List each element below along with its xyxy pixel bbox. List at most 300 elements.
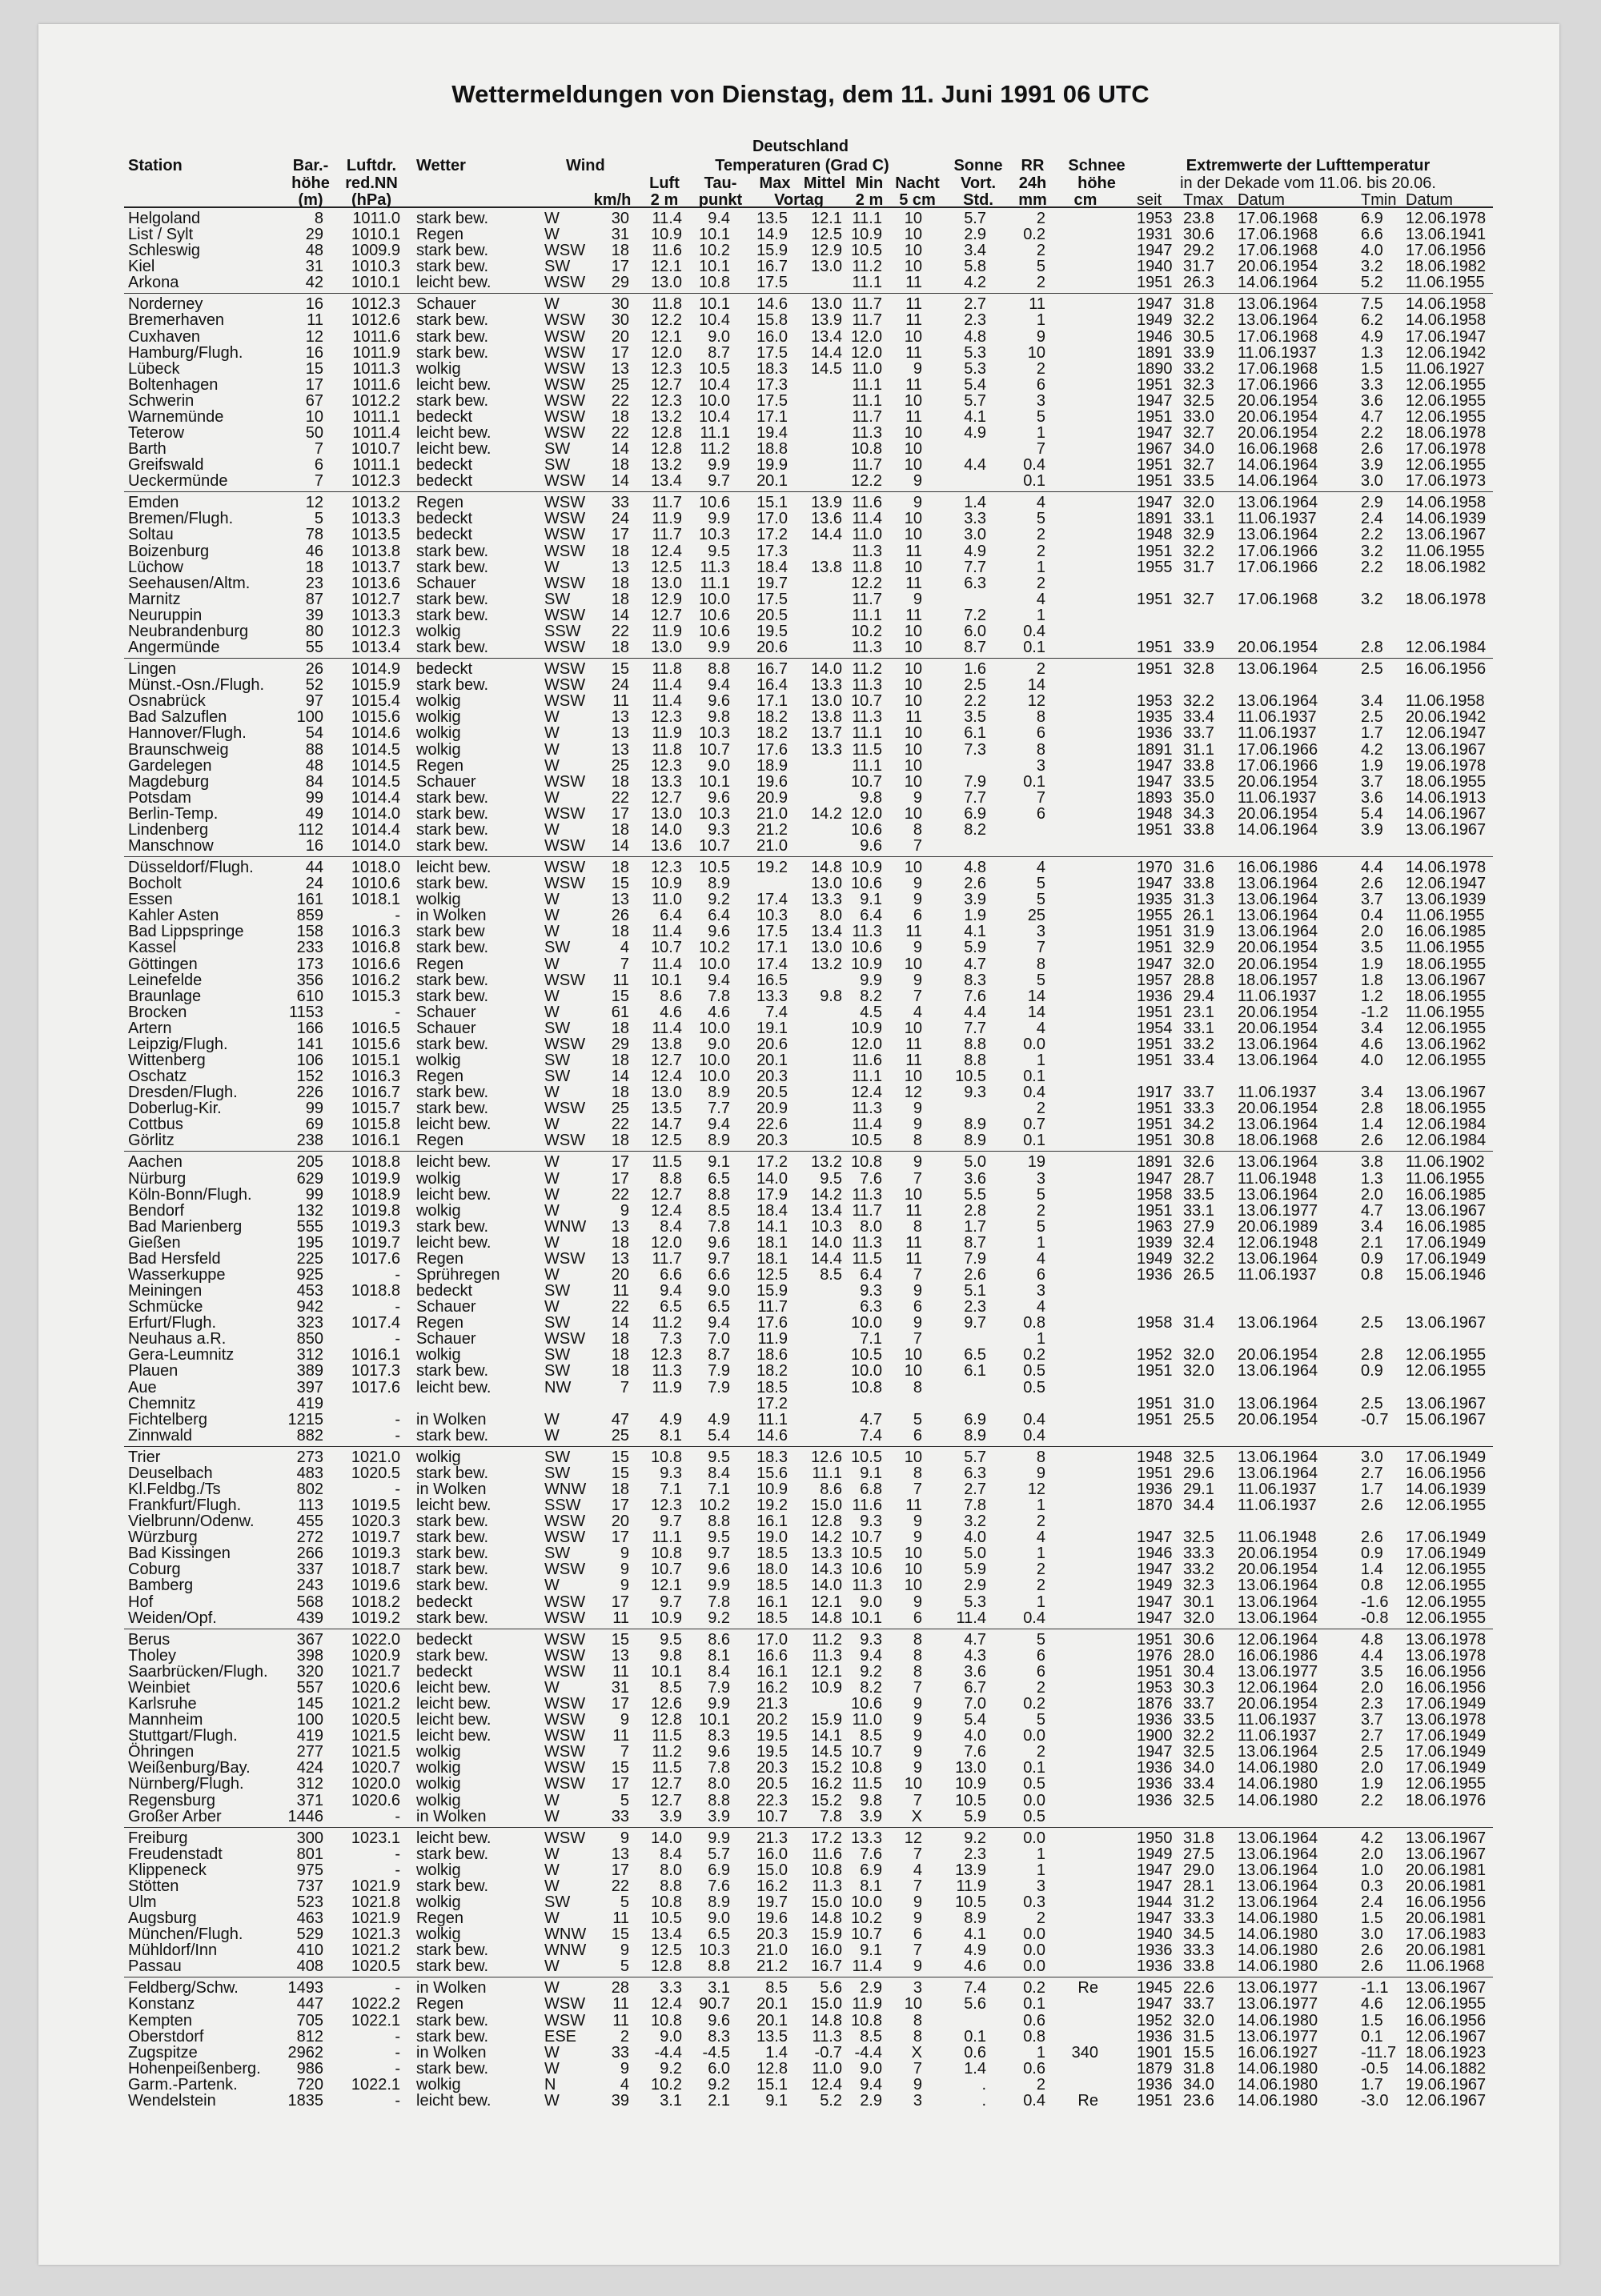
table-row <box>0 972 1601 988</box>
cell-tmax: 33.1 <box>1183 1203 1214 1219</box>
cell-nacht-temp: 6 <box>913 1428 922 1444</box>
cell-wetter: leicht bew. <box>416 1728 491 1744</box>
cell-tmax: 31.4 <box>1183 1315 1214 1331</box>
cell-tmax: 31.8 <box>1183 1830 1214 1846</box>
cell-tmax: 32.2 <box>1183 1251 1214 1267</box>
cell-wind-dir: W <box>544 1809 560 1825</box>
cell-tmin: 3.4 <box>1361 1219 1383 1235</box>
cell-station: Ulm <box>128 1894 157 1910</box>
table-row <box>0 543 1601 559</box>
table-row <box>0 1068 1601 1084</box>
cell-max-temp: 17.5 <box>756 345 788 361</box>
cell-luft-temp: 8.4 <box>660 1846 682 1862</box>
cell-sonne: 8.8 <box>964 1052 986 1068</box>
cell-sonne: 9.2 <box>964 1830 986 1846</box>
cell-sonne: 6.1 <box>964 725 986 741</box>
cell-luft-temp: 12.8 <box>651 441 682 457</box>
cell-seit: 1947 <box>1137 425 1173 441</box>
cell-min-temp: 11.3 <box>853 425 882 441</box>
cell-rr: 7 <box>1037 940 1045 956</box>
cell-wind-dir: WSW <box>544 2013 585 2029</box>
cell-sonne: 0.6 <box>964 2045 986 2061</box>
cell-rr: 2 <box>1037 274 1045 291</box>
cell-seit: 1951 <box>1137 1100 1173 1116</box>
cell-bar-hoehe: 67 <box>306 393 323 409</box>
cell-wind-speed: 18 <box>612 1084 629 1100</box>
cell-tmin: 2.5 <box>1361 1396 1383 1412</box>
cell-taupunkt: 8.1 <box>708 1648 730 1664</box>
cell-wind-dir: WSW <box>544 274 585 291</box>
cell-luftdruck: 1015.8 <box>351 1116 400 1132</box>
cell-luft-temp: 14.0 <box>651 1830 682 1846</box>
cell-nacht-temp: X <box>912 2045 922 2061</box>
cell-tmin-datum: 13.06.1967 <box>1406 1830 1486 1846</box>
cell-sonne: 1.4 <box>964 495 986 511</box>
cell-tmax: 29.4 <box>1183 988 1214 1004</box>
cell-nacht-temp: 11 <box>905 575 922 591</box>
cell-bar-hoehe: 46 <box>306 543 323 559</box>
cell-tmin-datum: 17.06.1947 <box>1406 329 1486 345</box>
cell-station: Aue <box>128 1380 157 1396</box>
cell-wetter: wolkig <box>416 1760 461 1776</box>
cell-tmax-datum: 14.06.1980 <box>1238 1776 1318 1792</box>
cell-station: Schleswig <box>128 242 200 258</box>
cell-tmin: 3.0 <box>1361 1449 1383 1465</box>
cell-wind-dir: WSW <box>544 527 585 543</box>
cell-station: Augsburg <box>128 1910 197 1926</box>
table-row <box>0 742 1601 758</box>
cell-sonne: 1.6 <box>964 661 986 677</box>
cell-min-temp: 10.9 <box>851 956 882 972</box>
cell-nacht-temp: 7 <box>913 1846 922 1862</box>
cell-seit: 1936 <box>1137 1776 1173 1792</box>
cell-nacht-temp: 9 <box>913 790 922 806</box>
cell-rr: 1 <box>1037 1846 1045 1862</box>
cell-mittel-temp: 15.9 <box>811 1712 842 1728</box>
cell-rr: 0.1 <box>1023 473 1045 489</box>
cell-nacht-temp: 9 <box>913 1744 922 1760</box>
cell-luft-temp: 12.1 <box>651 1577 682 1593</box>
cell-min-temp: 11.3 <box>853 639 882 655</box>
cell-luftdruck: 1017.3 <box>351 1363 400 1379</box>
cell-seit: 1947 <box>1137 1610 1173 1626</box>
cell-bar-hoehe: 419 <box>297 1396 323 1412</box>
cell-sonne: 5.1 <box>964 1283 986 1299</box>
cell-nacht-temp: 10 <box>905 1561 922 1577</box>
cell-wind-speed: 11 <box>612 1728 629 1744</box>
cell-luft-temp: 11.4 <box>652 693 682 709</box>
table-row <box>0 296 1601 312</box>
cell-mittel-temp: 11.1 <box>813 1465 842 1481</box>
cell-tmin: 3.2 <box>1361 591 1383 607</box>
cell-nacht-temp: 7 <box>913 1878 922 1894</box>
cell-taupunkt: 8.0 <box>708 1776 730 1792</box>
cell-bar-hoehe: 463 <box>297 1910 323 1926</box>
cell-wind-dir: WSW <box>544 1664 585 1680</box>
group-divider <box>124 491 1493 492</box>
cell-luftdruck: 1014.5 <box>351 774 400 790</box>
cell-wetter: stark bew. <box>416 312 488 328</box>
cell-bar-hoehe: 801 <box>297 1846 323 1862</box>
header-luft1: Luftdr. <box>347 157 396 174</box>
cell-nacht-temp: 10 <box>905 693 922 709</box>
cell-taupunkt: 9.6 <box>708 1744 730 1760</box>
cell-station: Klippeneck <box>128 1862 207 1878</box>
cell-rr: 2 <box>1037 1203 1045 1219</box>
cell-taupunkt: 5.7 <box>708 1846 730 1862</box>
cell-tmin-datum: 17.06.1973 <box>1406 473 1486 489</box>
cell-sonne: 5.0 <box>964 1545 986 1561</box>
cell-wetter: leicht bew. <box>416 1116 491 1132</box>
cell-sonne: 10.5 <box>955 1894 986 1910</box>
cell-tmin-datum: 19.06.1978 <box>1406 758 1486 774</box>
cell-rr: 0.7 <box>1023 1116 1045 1132</box>
cell-tmin: 4.7 <box>1361 1203 1383 1219</box>
cell-taupunkt: 8.9 <box>708 1084 730 1100</box>
cell-wind-speed: 30 <box>612 296 629 312</box>
cell-rr: 0.1 <box>1023 1068 1045 1084</box>
cell-tmax-datum: 17.06.1966 <box>1238 559 1318 575</box>
cell-tmax: 28.0 <box>1183 1648 1214 1664</box>
table-row <box>0 312 1601 328</box>
cell-mittel-temp: 13.0 <box>811 296 842 312</box>
cell-seit: 1948 <box>1137 806 1173 822</box>
cell-wind-dir: WSW <box>544 1696 585 1712</box>
cell-seit: 1951 <box>1137 822 1173 838</box>
cell-rr: 2 <box>1037 242 1045 258</box>
cell-tmax-datum: 12.06.1964 <box>1238 1680 1318 1696</box>
cell-luftdruck: 1013.4 <box>351 639 400 655</box>
cell-station: Potsdam <box>128 790 191 806</box>
cell-station: Hof <box>128 1594 153 1610</box>
header-kmh: km/h <box>594 191 632 209</box>
cell-tmax-datum: 11.06.1948 <box>1238 1171 1317 1187</box>
cell-max-temp: 17.1 <box>756 940 788 956</box>
cell-tmax: 29.0 <box>1183 1862 1214 1878</box>
cell-sonne: 7.6 <box>964 988 986 1004</box>
cell-seit: 1955 <box>1137 908 1173 924</box>
cell-max-temp: 11.1 <box>758 1412 788 1428</box>
cell-taupunkt: 9.9 <box>708 511 730 527</box>
cell-station: Konstanz <box>128 1996 195 2012</box>
cell-luft-temp: 9.8 <box>660 1648 682 1664</box>
cell-luftdruck: 1015.6 <box>351 1036 400 1052</box>
cell-nacht-temp: 9 <box>913 940 922 956</box>
cell-wetter: stark bew. <box>416 988 488 1004</box>
cell-luft-temp: 11.4 <box>652 677 682 693</box>
cell-wetter: wolkig <box>416 361 461 377</box>
cell-tmin-datum: 19.06.1967 <box>1406 2077 1486 2093</box>
cell-wind-speed: 33 <box>612 2045 629 2061</box>
cell-tmax-datum: 13.06.1964 <box>1238 312 1318 328</box>
cell-wind-speed: 18 <box>612 1331 629 1347</box>
cell-tmax-datum: 20.06.1954 <box>1238 956 1318 972</box>
cell-seit: 1936 <box>1137 1942 1173 1958</box>
cell-station: Würzburg <box>128 1529 198 1545</box>
cell-tmax-datum: 17.06.1966 <box>1238 543 1318 559</box>
table-row <box>0 2029 1601 2045</box>
cell-seit: 1951 <box>1137 274 1173 291</box>
cell-sonne: 13.0 <box>955 1760 986 1776</box>
cell-max-temp: 17.5 <box>756 924 788 940</box>
cell-mittel-temp: 14.8 <box>811 1910 842 1926</box>
cell-station: Münst.-Osn./Flugh. <box>128 677 264 693</box>
cell-tmin: 3.4 <box>1361 1084 1383 1100</box>
cell-tmax: 33.1 <box>1183 511 1214 527</box>
cell-bar-hoehe: 69 <box>306 1116 323 1132</box>
cell-seit: 1948 <box>1137 527 1173 543</box>
cell-wetter: stark bew. <box>416 1878 488 1894</box>
cell-wind-speed: 13 <box>612 892 629 908</box>
cell-tmin: 4.6 <box>1361 1996 1383 2012</box>
cell-taupunkt: 10.2 <box>699 242 730 258</box>
cell-sonne: 5.9 <box>964 1561 986 1577</box>
cell-wind-speed: 9 <box>620 1942 629 1958</box>
cell-mittel-temp: 15.2 <box>811 1793 842 1809</box>
cell-sonne: 5.4 <box>964 377 986 393</box>
cell-tmax: 32.7 <box>1183 457 1214 473</box>
cell-tmin: 1.5 <box>1361 2013 1383 2029</box>
group-divider <box>124 1151 1493 1152</box>
cell-mittel-temp: 12.9 <box>811 242 842 258</box>
cell-tmax: 25.5 <box>1183 1412 1214 1428</box>
cell-max-temp: 15.1 <box>756 2077 788 2093</box>
table-row <box>0 441 1601 457</box>
cell-bar-hoehe: 1493 <box>288 1980 324 1996</box>
cell-wind-dir: W <box>544 1235 560 1251</box>
cell-tmin-datum: 18.06.1982 <box>1406 258 1486 274</box>
cell-max-temp: 10.9 <box>756 1481 788 1497</box>
cell-max-temp: 20.9 <box>756 790 788 806</box>
cell-luftdruck: 1015.9 <box>351 677 400 693</box>
cell-nacht-temp: 10 <box>905 527 922 543</box>
cell-bar-hoehe: 272 <box>297 1529 323 1545</box>
cell-tmin-datum: 13.06.1978 <box>1406 1632 1486 1648</box>
cell-tmax: 32.4 <box>1183 1235 1214 1251</box>
cell-wind-dir: WSW <box>544 1728 585 1744</box>
cell-station: Kempten <box>128 2013 192 2029</box>
cell-taupunkt: 11.2 <box>700 441 730 457</box>
cell-max-temp: 17.1 <box>756 693 788 709</box>
cell-nacht-temp: 10 <box>905 457 922 473</box>
cell-wetter: bedeckt <box>416 473 472 489</box>
cell-wind-dir: WSW <box>544 1830 585 1846</box>
cell-nacht-temp: 9 <box>913 361 922 377</box>
cell-mittel-temp: 14.0 <box>811 1235 842 1251</box>
cell-rr: 25 <box>1028 908 1045 924</box>
cell-max-temp: 18.0 <box>756 1561 788 1577</box>
cell-wind-dir: SSW <box>544 623 581 639</box>
cell-taupunkt: 4.6 <box>708 1004 730 1020</box>
cell-rr: 2 <box>1037 661 1045 677</box>
cell-station: Soltau <box>128 527 174 543</box>
cell-station: Nürburg <box>128 1171 186 1187</box>
cell-tmin: 3.6 <box>1361 790 1383 806</box>
cell-rr: 2 <box>1037 210 1045 226</box>
cell-taupunkt: 8.7 <box>708 345 730 361</box>
cell-tmin: 3.7 <box>1361 774 1383 790</box>
cell-bar-hoehe: 78 <box>306 527 323 543</box>
cell-luft-temp: 13.0 <box>651 575 682 591</box>
cell-tmax: 34.0 <box>1183 441 1214 457</box>
cell-sonne: 8.3 <box>964 972 986 988</box>
cell-tmax-datum: 16.06.1986 <box>1238 1648 1318 1664</box>
cell-luftdruck: 1019.2 <box>351 1610 400 1626</box>
cell-tmax-datum: 17.06.1968 <box>1238 361 1318 377</box>
cell-min-temp: 10.5 <box>851 242 882 258</box>
cell-taupunkt: 8.8 <box>708 661 730 677</box>
cell-max-temp: 10.3 <box>756 908 788 924</box>
cell-nacht-temp: 10 <box>905 623 922 639</box>
cell-tmax-datum: 13.06.1964 <box>1238 1610 1318 1626</box>
cell-luftdruck: 1015.7 <box>351 1100 400 1116</box>
cell-luftdruck: 1018.7 <box>351 1561 400 1577</box>
cell-tmax-datum: 11.06.1937 <box>1238 511 1317 527</box>
cell-seit: 1949 <box>1137 1846 1173 1862</box>
cell-taupunkt: 10.8 <box>699 274 730 291</box>
cell-nacht-temp: 10 <box>905 1545 922 1561</box>
cell-seit: 1939 <box>1137 1235 1173 1251</box>
cell-sonne: 3.6 <box>964 1171 986 1187</box>
cell-wetter: in Wolken <box>416 1481 486 1497</box>
cell-wind-dir: SW <box>544 1545 570 1561</box>
table-row <box>0 1910 1601 1926</box>
cell-max-temp: 17.2 <box>756 1154 788 1170</box>
cell-tmin: 2.0 <box>1361 1187 1383 1203</box>
cell-sonne: 5.4 <box>964 1712 986 1728</box>
cell-luftdruck: - <box>395 1331 400 1347</box>
cell-bar-hoehe: 453 <box>297 1283 323 1299</box>
cell-station: Braunschweig <box>128 742 229 758</box>
cell-bar-hoehe: 720 <box>297 2077 323 2093</box>
cell-wind-dir: WSW <box>544 495 585 511</box>
cell-wetter: stark bew. <box>416 1513 488 1529</box>
cell-tmax-datum: 13.06.1977 <box>1238 2029 1318 2045</box>
cell-max-temp: 17.4 <box>756 892 788 908</box>
cell-sonne: 13.9 <box>955 1862 986 1878</box>
cell-wetter: stark bew. <box>416 639 488 655</box>
table-row <box>0 709 1601 725</box>
cell-max-temp: 13.5 <box>756 2029 788 2045</box>
cell-tmax-datum: 13.06.1964 <box>1238 1052 1318 1068</box>
cell-wind-dir: WSW <box>544 607 585 623</box>
cell-wetter: stark bew. <box>416 242 488 258</box>
cell-mittel-temp: 9.8 <box>820 988 842 1004</box>
cell-tmax: 32.0 <box>1183 1363 1214 1379</box>
cell-min-temp: 11.3 <box>853 1235 882 1251</box>
cell-wetter: wolkig <box>416 1052 461 1068</box>
cell-max-temp: 16.0 <box>756 1846 788 1862</box>
cell-tmin: 1.2 <box>1361 988 1383 1004</box>
cell-wind-speed: 17 <box>612 1171 629 1187</box>
table-row <box>0 2093 1601 2109</box>
cell-luft-temp: 10.8 <box>651 1545 682 1561</box>
cell-max-temp: 19.2 <box>756 1497 788 1513</box>
cell-tmin-datum: 18.06.1976 <box>1406 1793 1486 1809</box>
cell-tmin-datum: 12.06.1955 <box>1406 409 1486 425</box>
cell-nacht-temp: 10 <box>905 242 922 258</box>
header-luft2: red.NN <box>345 174 398 192</box>
cell-wind-dir: WSW <box>544 1648 585 1664</box>
cell-tmax: 31.3 <box>1183 892 1214 908</box>
cell-luftdruck: 1014.4 <box>351 790 400 806</box>
cell-luftdruck: 1021.9 <box>351 1910 400 1926</box>
cell-station: Helgoland <box>128 210 200 226</box>
cell-tmax-datum: 20.06.1954 <box>1238 1561 1318 1577</box>
cell-tmin-datum: 13.06.1967 <box>1406 1980 1486 1996</box>
cell-bar-hoehe: 925 <box>297 1267 323 1283</box>
header-temp-group: Temperaturen (Grad C) <box>715 157 889 174</box>
cell-wind-dir: WSW <box>544 1100 585 1116</box>
header-luft-a: Luft <box>649 174 680 192</box>
cell-tmin: 2.7 <box>1361 1465 1383 1481</box>
cell-seit: 1947 <box>1137 1878 1173 1894</box>
table-row <box>0 1219 1601 1235</box>
cell-wetter: in Wolken <box>416 908 486 924</box>
cell-sonne: 4.6 <box>964 1958 986 1974</box>
cell-wind-speed: 9 <box>620 1577 629 1593</box>
table-row <box>0 1594 1601 1610</box>
cell-tmin-datum: 18.06.1982 <box>1406 559 1486 575</box>
cell-tmin-datum: 11.06.1955 <box>1406 543 1485 559</box>
cell-seit: 1936 <box>1137 1793 1173 1809</box>
cell-wind-dir: SW <box>544 457 570 473</box>
cell-min-temp: 8.5 <box>860 1728 882 1744</box>
cell-tmax: 33.4 <box>1183 709 1214 725</box>
cell-bar-hoehe: 31 <box>306 258 323 274</box>
cell-wetter: stark bew. <box>416 677 488 693</box>
header-luft3: (hPa) <box>351 191 391 209</box>
cell-tmin: 2.2 <box>1361 527 1383 543</box>
cell-min-temp: 6.8 <box>860 1481 882 1497</box>
cell-taupunkt: 9.4 <box>708 677 730 693</box>
cell-tmax-datum: 20.06.1954 <box>1238 1696 1318 1712</box>
header-rule <box>124 206 1493 208</box>
cell-tmin-datum: 11.06.1955 <box>1406 1004 1485 1020</box>
cell-wind-speed: 11 <box>612 1283 629 1299</box>
cell-wind-speed: 11 <box>612 1610 629 1626</box>
cell-seit: 1870 <box>1137 1497 1173 1513</box>
cell-min-temp: 12.2 <box>851 575 882 591</box>
cell-min-temp: 8.5 <box>860 2029 882 2045</box>
cell-sonne: 7.6 <box>964 1744 986 1760</box>
cell-nacht-temp: 7 <box>913 1942 922 1958</box>
cell-tmax-datum: 11.06.1937 <box>1238 709 1317 725</box>
cell-wetter: leicht bew. <box>416 859 491 876</box>
cell-tmax-datum: 20.06.1954 <box>1238 1347 1318 1363</box>
cell-wind-speed: 4 <box>620 940 629 956</box>
cell-max-temp: 19.6 <box>756 774 788 790</box>
cell-luft-temp: 12.7 <box>651 1052 682 1068</box>
cell-mittel-temp: 16.2 <box>811 1776 842 1792</box>
cell-luftdruck: - <box>395 2045 400 2061</box>
cell-bar-hoehe: 320 <box>297 1664 323 1680</box>
cell-taupunkt: 9.5 <box>708 1449 730 1465</box>
cell-seit: 1951 <box>1137 377 1173 393</box>
cell-luft-temp: 12.7 <box>651 377 682 393</box>
cell-max-temp: 18.2 <box>756 725 788 741</box>
cell-max-temp: 19.1 <box>756 1020 788 1036</box>
cell-nacht-temp: 9 <box>913 892 922 908</box>
cell-min-temp: 13.3 <box>851 1830 882 1846</box>
cell-nacht-temp: 10 <box>905 774 922 790</box>
cell-min-temp: 9.9 <box>860 972 882 988</box>
cell-nacht-temp: 12 <box>905 1830 922 1846</box>
cell-min-temp: 10.7 <box>851 693 882 709</box>
cell-wind-dir: W <box>544 559 560 575</box>
cell-wind-speed: 18 <box>612 822 629 838</box>
table-row <box>0 242 1601 258</box>
